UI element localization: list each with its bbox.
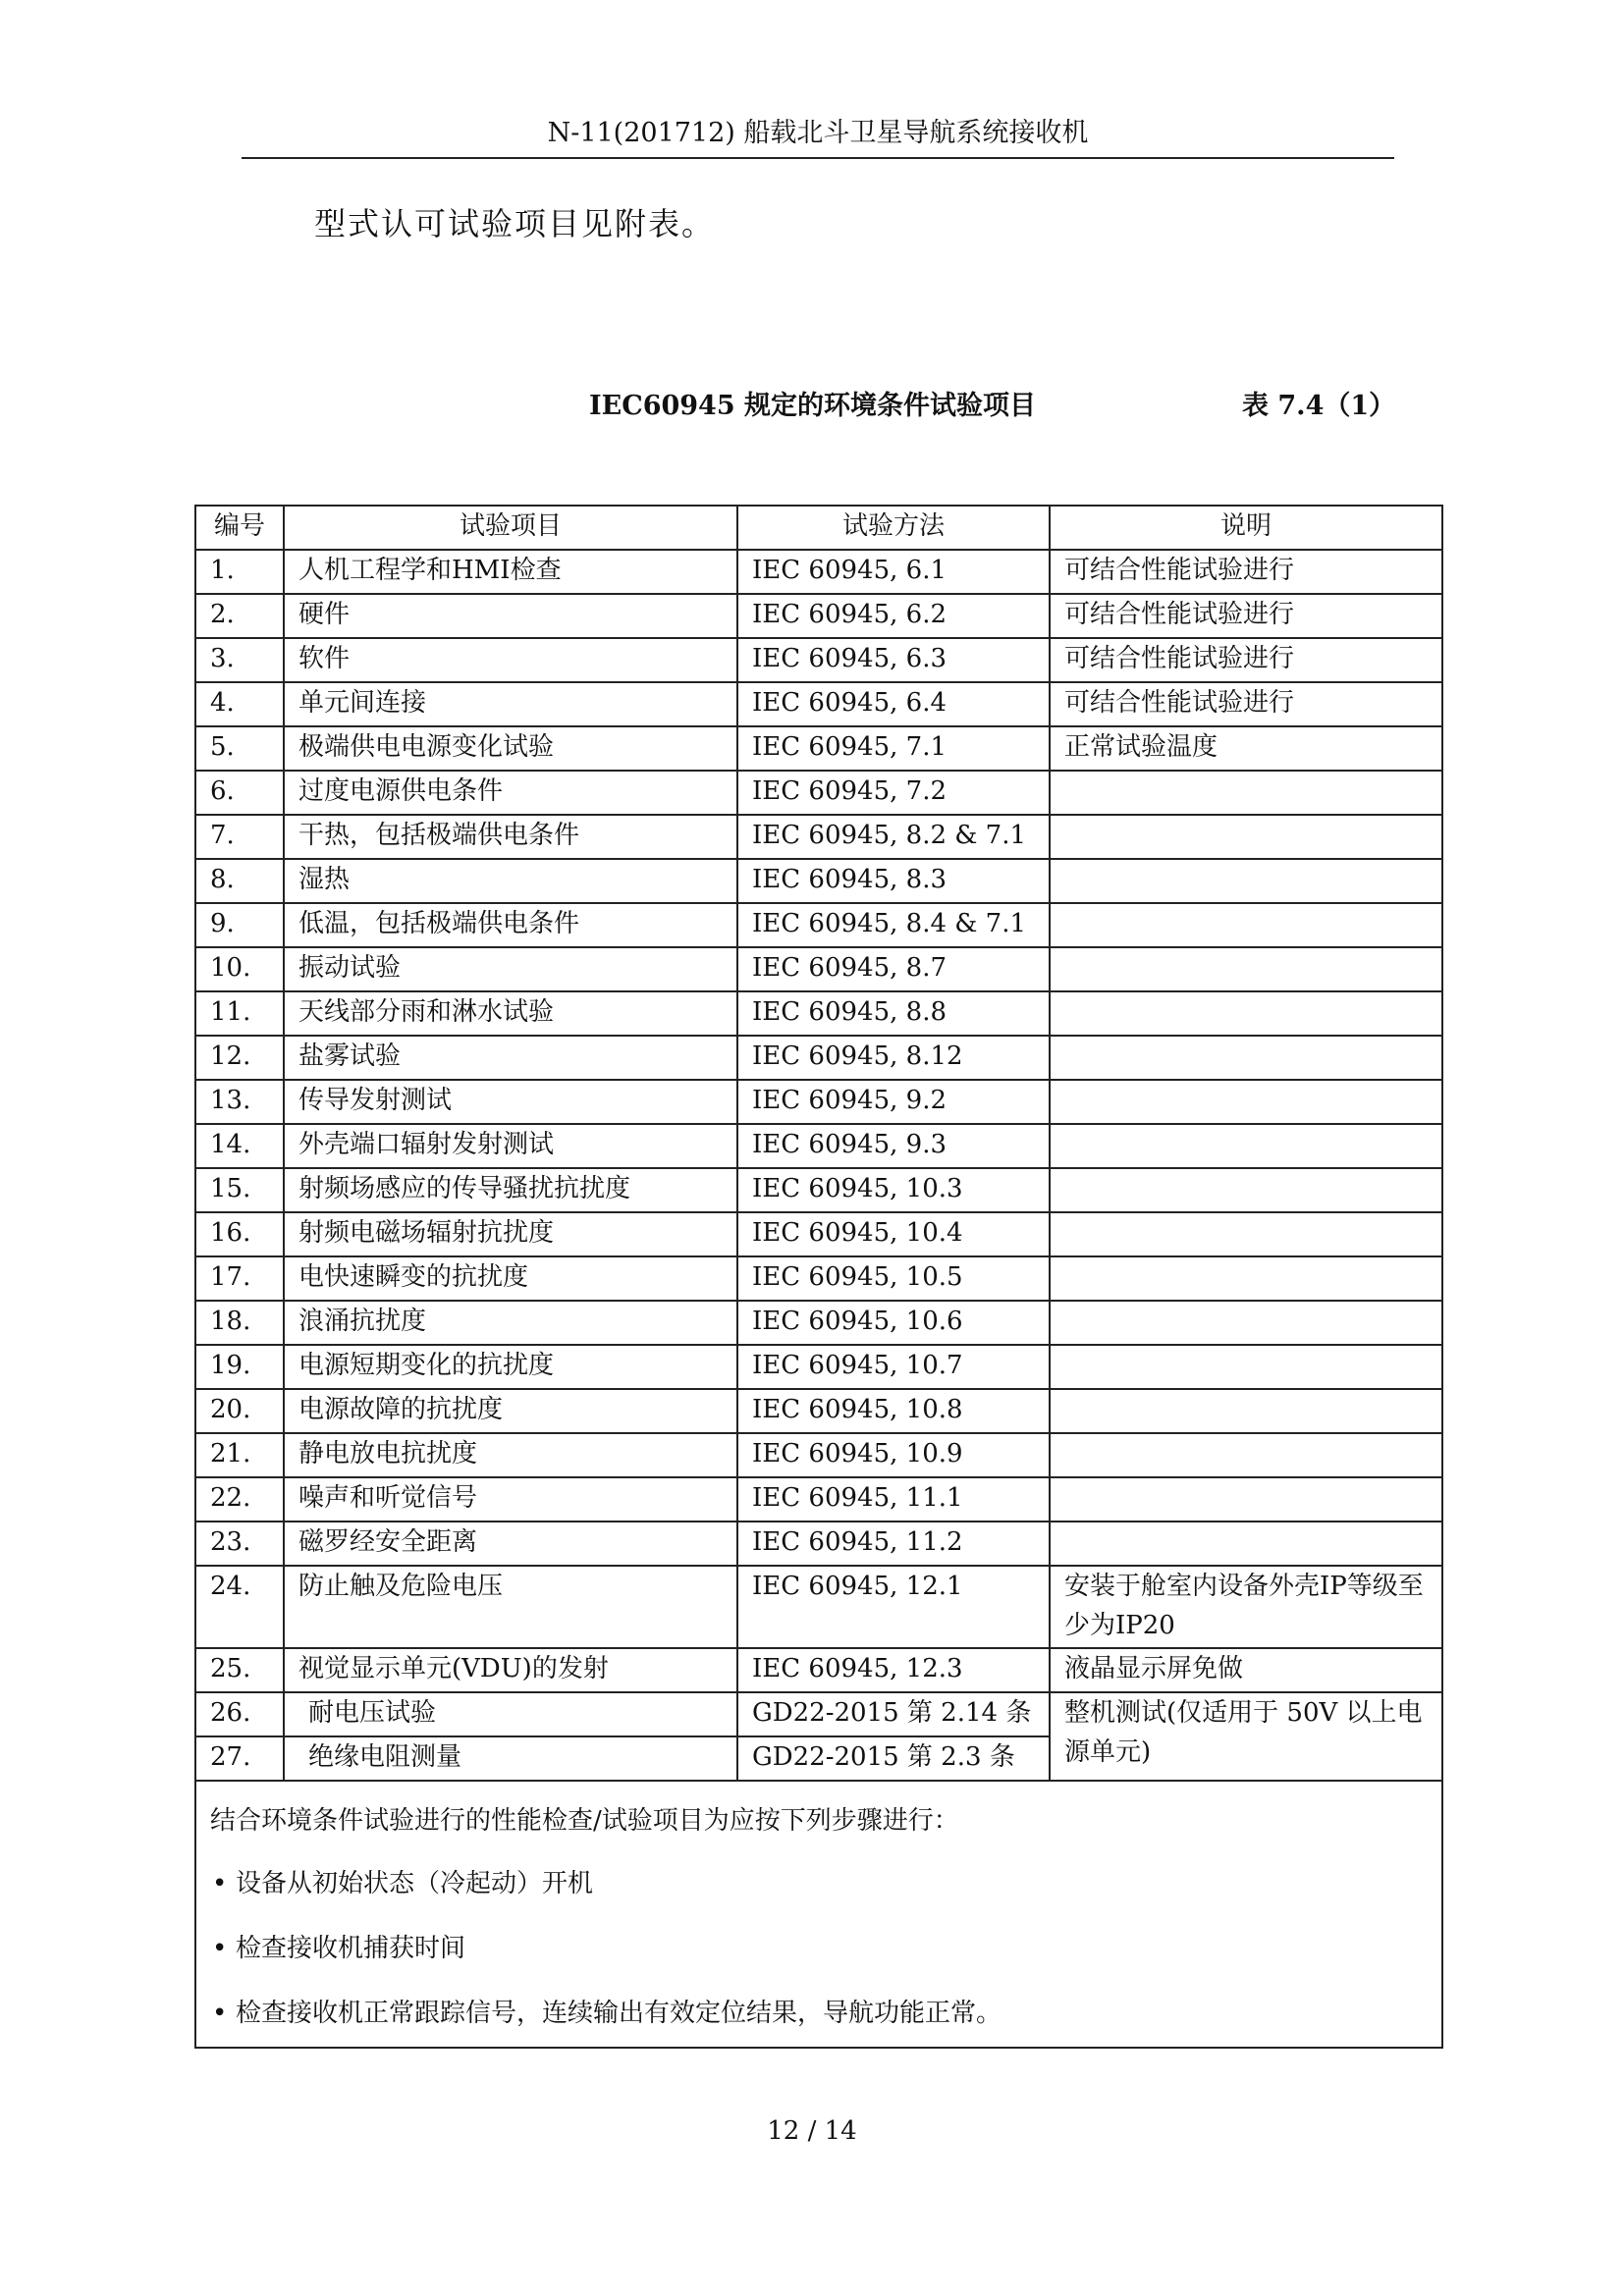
test-item: 硬件 [284, 594, 737, 638]
table-row [195, 1256, 1442, 1301]
table-row [195, 1080, 1442, 1124]
procedure-row [195, 1781, 1442, 2048]
table-row [195, 726, 1442, 771]
row-number: 11. [195, 991, 284, 1036]
procedure-intro: 结合环境条件试验进行的性能检查/试验项目为应按下列步骤进行： [210, 1806, 959, 1836]
row-number: 20. [195, 1389, 284, 1433]
test-method: IEC 60945, 11.2 [737, 1522, 1050, 1566]
bullet-icon: • [212, 1869, 228, 1898]
table-number: 表 7.4（1） [1242, 391, 1396, 421]
test-note [1050, 1433, 1442, 1477]
test-note: 整机测试(仅适用于 50V 以上电源单元) [1050, 1692, 1442, 1781]
test-method: IEC 60945, 10.6 [737, 1301, 1050, 1345]
test-item: 视觉显示单元(VDU)的发射 [284, 1648, 737, 1692]
test-method: IEC 60945, 8.4 & 7.1 [737, 903, 1050, 947]
test-method: IEC 60945, 10.4 [737, 1212, 1050, 1256]
test-method: IEC 60945, 6.3 [737, 638, 1050, 682]
test-item: 过度电源供电条件 [284, 771, 737, 815]
table-row [195, 991, 1442, 1036]
row-number: 22. [195, 1477, 284, 1522]
table-header-row [195, 506, 1442, 550]
test-item: 天线部分雨和淋水试验 [284, 991, 737, 1036]
row-number: 15. [195, 1168, 284, 1212]
test-note [1050, 991, 1442, 1036]
table-row [195, 1692, 1442, 1736]
table-row [195, 1566, 1442, 1648]
row-number: 12. [195, 1036, 284, 1080]
bullet-icon: • [212, 1934, 228, 1963]
test-item: 噪声和听觉信号 [284, 1477, 737, 1522]
row-number: 27. [195, 1736, 284, 1781]
test-item: 盐雾试验 [284, 1036, 737, 1080]
test-item: 软件 [284, 638, 737, 682]
test-note: 可结合性能试验进行 [1050, 638, 1442, 682]
test-method: IEC 60945, 8.2 & 7.1 [737, 815, 1050, 859]
row-number: 19. [195, 1345, 284, 1389]
table-row [195, 815, 1442, 859]
test-note [1050, 859, 1442, 903]
test-item: 防止触及危险电压 [284, 1566, 737, 1648]
test-item: 电源短期变化的抗扰度 [284, 1345, 737, 1389]
column-header-method: 试验方法 [737, 506, 1050, 550]
test-note [1050, 1212, 1442, 1256]
table-row [195, 682, 1442, 726]
test-method: IEC 60945, 8.8 [737, 991, 1050, 1036]
test-item: 绝缘电阻测量 [284, 1736, 737, 1781]
test-note [1050, 1389, 1442, 1433]
table-row [195, 1389, 1442, 1433]
test-item: 振动试验 [284, 947, 737, 991]
test-note [1050, 1477, 1442, 1522]
row-number: 1. [195, 550, 284, 594]
procedure-step [212, 1994, 1428, 2033]
test-item: 湿热 [284, 859, 737, 903]
test-item: 人机工程学和HMI检查 [284, 550, 737, 594]
table-row [195, 1648, 1442, 1692]
row-number: 9. [195, 903, 284, 947]
table-row [195, 638, 1442, 682]
test-method: IEC 60945, 8.7 [737, 947, 1050, 991]
test-method: IEC 60945, 10.9 [737, 1433, 1050, 1477]
test-method: IEC 60945, 9.2 [737, 1080, 1050, 1124]
test-note: 可结合性能试验进行 [1050, 682, 1442, 726]
test-method: IEC 60945, 12.3 [737, 1648, 1050, 1692]
row-number: 24. [195, 1566, 284, 1648]
row-number: 13. [195, 1080, 284, 1124]
test-item: 耐电压试验 [284, 1692, 737, 1736]
column-header-note: 说明 [1050, 506, 1442, 550]
row-number: 21. [195, 1433, 284, 1477]
test-method: IEC 60945, 6.1 [737, 550, 1050, 594]
table-row [195, 1168, 1442, 1212]
bullet-icon: • [212, 1999, 228, 2028]
test-note [1050, 1345, 1442, 1389]
table-caption: IEC60945 规定的环境条件试验项目 [589, 391, 1037, 421]
test-note: 可结合性能试验进行 [1050, 550, 1442, 594]
procedure-cell [195, 1781, 1442, 2048]
test-item: 外壳端口辐射发射测试 [284, 1124, 737, 1168]
table-row [195, 903, 1442, 947]
table-row [195, 594, 1442, 638]
test-item: 电快速瞬变的抗扰度 [284, 1256, 737, 1301]
row-number: 2. [195, 594, 284, 638]
test-note: 可结合性能试验进行 [1050, 594, 1442, 638]
test-note [1050, 1522, 1442, 1566]
test-item: 传导发射测试 [284, 1080, 737, 1124]
test-method: IEC 60945, 10.3 [737, 1168, 1050, 1212]
test-item: 浪涌抗扰度 [284, 1301, 737, 1345]
row-number: 18. [195, 1301, 284, 1345]
row-number: 5. [195, 726, 284, 771]
row-number: 17. [195, 1256, 284, 1301]
row-number: 25. [195, 1648, 284, 1692]
table-row [195, 1124, 1442, 1168]
row-number: 10. [195, 947, 284, 991]
procedure-step-text: 设备从初始状态（冷起动）开机 [236, 1869, 594, 1898]
table-row [195, 1036, 1442, 1080]
test-method: GD22-2015 第 2.14 条 [737, 1692, 1050, 1736]
test-note: 正常试验温度 [1050, 726, 1442, 771]
header-rule [242, 157, 1394, 159]
test-note [1050, 1168, 1442, 1212]
test-method: IEC 60945, 10.5 [737, 1256, 1050, 1301]
test-item: 射频场感应的传导骚扰抗扰度 [284, 1168, 737, 1212]
procedure-step-text: 检查接收机正常跟踪信号，连续输出有效定位结果，导航功能正常。 [236, 1999, 1002, 2028]
table-row [195, 947, 1442, 991]
table-row [195, 771, 1442, 815]
test-note [1050, 771, 1442, 815]
table-row [195, 1345, 1442, 1389]
test-note [1050, 1036, 1442, 1080]
table-row [195, 1433, 1442, 1477]
table-row [195, 859, 1442, 903]
test-note [1050, 947, 1442, 991]
test-note [1050, 1301, 1442, 1345]
table-row [195, 1477, 1442, 1522]
table-row [195, 1212, 1442, 1256]
procedure-step [212, 1864, 1428, 1903]
test-item: 射频电磁场辐射抗扰度 [284, 1212, 737, 1256]
test-item: 低温，包括极端供电条件 [284, 903, 737, 947]
test-method: IEC 60945, 11.1 [737, 1477, 1050, 1522]
test-method: GD22-2015 第 2.3 条 [737, 1736, 1050, 1781]
row-number: 26. [195, 1692, 284, 1736]
table-row [195, 1522, 1442, 1566]
test-note: 液晶显示屏免做 [1050, 1648, 1442, 1692]
row-number: 14. [195, 1124, 284, 1168]
row-number: 3. [195, 638, 284, 682]
test-item: 磁罗经安全距离 [284, 1522, 737, 1566]
test-item: 单元间连接 [284, 682, 737, 726]
row-number: 8. [195, 859, 284, 903]
test-note [1050, 903, 1442, 947]
test-note [1050, 815, 1442, 859]
running-header: N-11(201712) 船载北斗卫星导航系统接收机 [547, 118, 1089, 148]
test-item: 静电放电抗扰度 [284, 1433, 737, 1477]
column-header-no: 编号 [195, 506, 284, 550]
test-items-table [194, 505, 1443, 2049]
column-header-item: 试验项目 [284, 506, 737, 550]
procedure-step [212, 1929, 1428, 1968]
row-number: 7. [195, 815, 284, 859]
test-note [1050, 1080, 1442, 1124]
test-item: 干热，包括极端供电条件 [284, 815, 737, 859]
test-method: IEC 60945, 9.3 [737, 1124, 1050, 1168]
test-method: IEC 60945, 10.8 [737, 1389, 1050, 1433]
test-method: IEC 60945, 6.2 [737, 594, 1050, 638]
test-method: IEC 60945, 6.4 [737, 682, 1050, 726]
table-row [195, 550, 1442, 594]
test-method: IEC 60945, 8.3 [737, 859, 1050, 903]
test-note: 安装于舱室内设备外壳IP等级至少为IP20 [1050, 1566, 1442, 1648]
test-item: 电源故障的抗扰度 [284, 1389, 737, 1433]
row-number: 23. [195, 1522, 284, 1566]
row-number: 16. [195, 1212, 284, 1256]
test-method: IEC 60945, 12.1 [737, 1566, 1050, 1648]
test-note [1050, 1256, 1442, 1301]
intro-text: 型式认可试验项目见附表。 [314, 205, 716, 242]
test-method: IEC 60945, 7.2 [737, 771, 1050, 815]
test-method: IEC 60945, 8.12 [737, 1036, 1050, 1080]
page-number: 12 / 14 [767, 2116, 857, 2146]
row-number: 6. [195, 771, 284, 815]
test-item: 极端供电电源变化试验 [284, 726, 737, 771]
procedure-step-text: 检查接收机捕获时间 [236, 1934, 466, 1963]
test-method: IEC 60945, 10.7 [737, 1345, 1050, 1389]
row-number: 4. [195, 682, 284, 726]
test-method: IEC 60945, 7.1 [737, 726, 1050, 771]
table-row [195, 1301, 1442, 1345]
test-note [1050, 1124, 1442, 1168]
